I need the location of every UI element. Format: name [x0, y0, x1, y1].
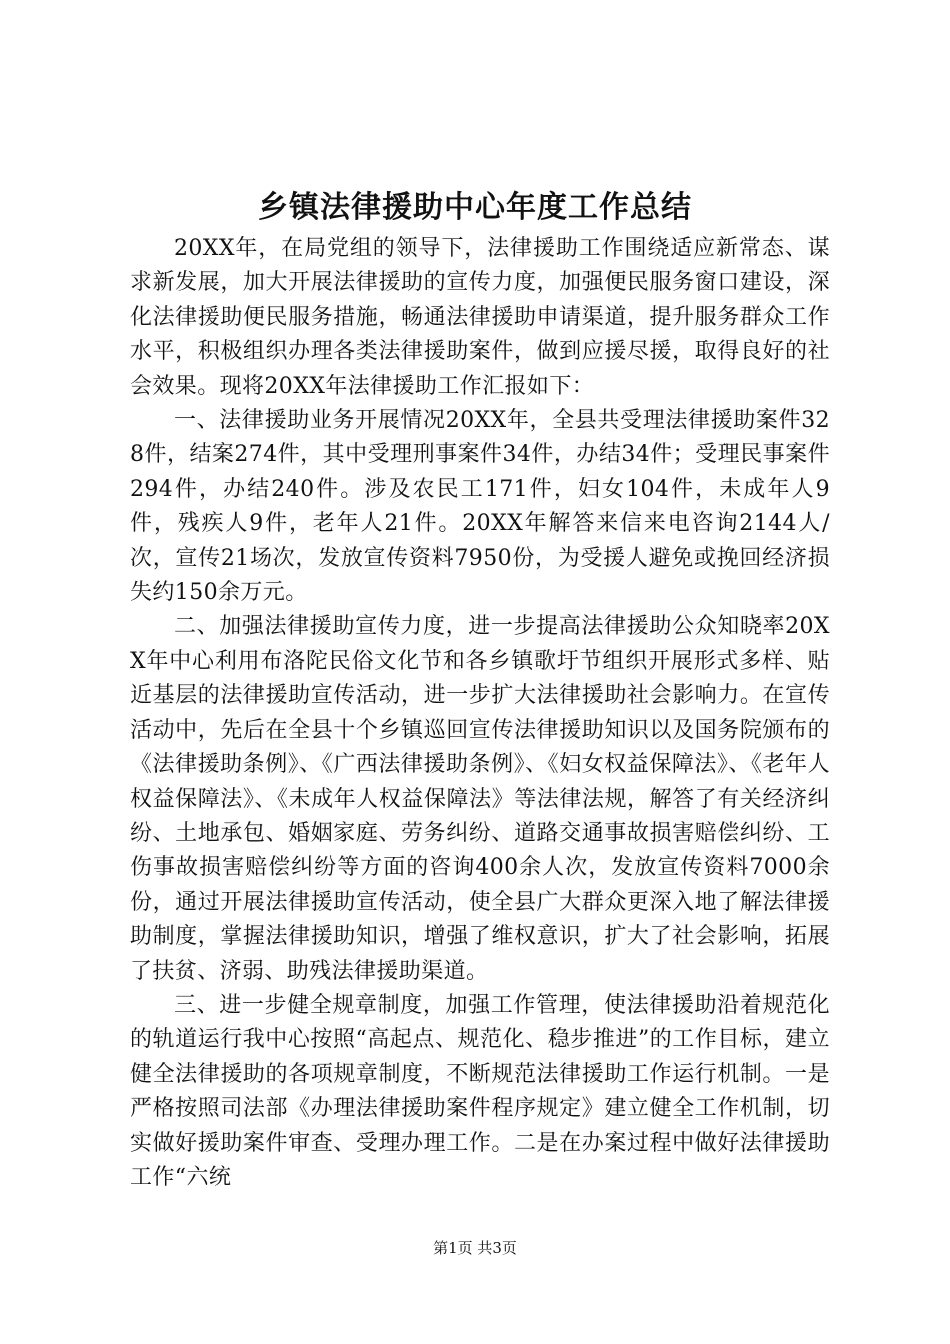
page-footer: 第1页 共3页 — [433, 1239, 517, 1257]
paragraph-section-1: 一、法律援助业务开展情况20XX年，全县共受理法律援助案件328件，结案274件，其中受理刑事案件34件，办结34件；受理民事案件294件，办结240件。涉及农民工171件，妇女104件，未成年人9件，残疾人9件，老年人21件。20XX年解答来信来电咨询2144人/次，宣传21场次，发放宣传资料7950份，为受援人避免或挽回经济损失约150余万元。 — [130, 408, 830, 606]
page-title: 乡镇法律援助中心年度工作总结 — [258, 190, 692, 225]
paragraph-intro: 20XX年，在局党组的领导下，法律援助工作围绕适应新常态、谋求新发展，加大开展法律援助的宣传力度，加强便民服务窗口建设，深化法律援助便民服务措施，畅通法律援助申请渠道，提升服务群众工作水平，积极组织办理各类法律援助案件，做到应援尽援，取得良好的社会效果。现将20XX年法律援助工作汇报如下： — [130, 236, 830, 399]
paragraph-section-3: 三、进一步健全规章制度，加强工作管理，使法律援助沿着规范化的轨道运行我中心按照“高起点、规范化、稳步推进”的工作目标，建立健全法律援助的各项规章制度，不断规范法律援助工作运行机制。一是严格按照司法部《办理法律援助案件程序规定》建立健全工作机制，切实做好援助案件审查、受理办理工作。二是在办案过程中做好法律援助工作“六统 — [130, 992, 830, 1190]
document-body — [130, 232, 830, 1195]
paragraph-section-2: 二、加强法律援助宣传力度，进一步提高法律援助公众知晓率20XX年中心利用布洛陀民俗文化节和各乡镇歌圩节组织开展形式多样、贴近基层的法律援助宣传活动，进一步扩大法律援助社会影响力。在宣传活动中，先后在全县十个乡镇巡回宣传法律援助知识以及国务院颁布的《法律援助条例》、《广西法律援助条例》、《妇女权益保障法》、《老年人权益保障法》、《未成年人权益保障法》等法律法规，解答了有关经济纠纷、土地承包、婚姻家庭、劳务纠纷、道路交通事故损害赔偿纠纷、工伤事故损害赔偿纠纷等方面的咨询400余人次，发放宣传资料7000余份，通过开展法律援助宣传活动，使全县广大群众更深入地了解法律援助制度，掌握法律援助知识，增强了维权意识，扩大了社会影响，拓展了扶贫、济弱、助残法律援助渠道。 — [130, 614, 830, 984]
